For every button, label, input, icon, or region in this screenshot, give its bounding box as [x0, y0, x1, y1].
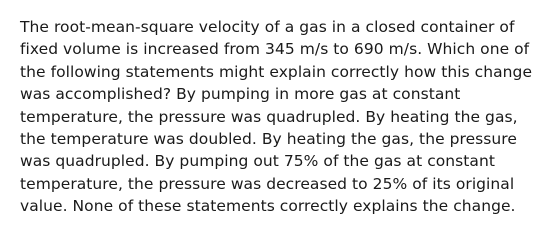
question-text: The root-mean-square velocity of a gas in a closed container of fixed volume is increased from 345 m/s to 690 m/s. Which one of the following statements might explain correctly how this change was accomplished? By pumping in more gas at constant temperature, the pressure was quadrupled. By heating the gas, the temperature was doubled. By heating the gas, the pressure was quadrupled. By pumping out 75% of the gas at constant temperature, the pressure was decreased to 25% of its original value. None of these statements correctly explains the change. [20, 18, 533, 216]
